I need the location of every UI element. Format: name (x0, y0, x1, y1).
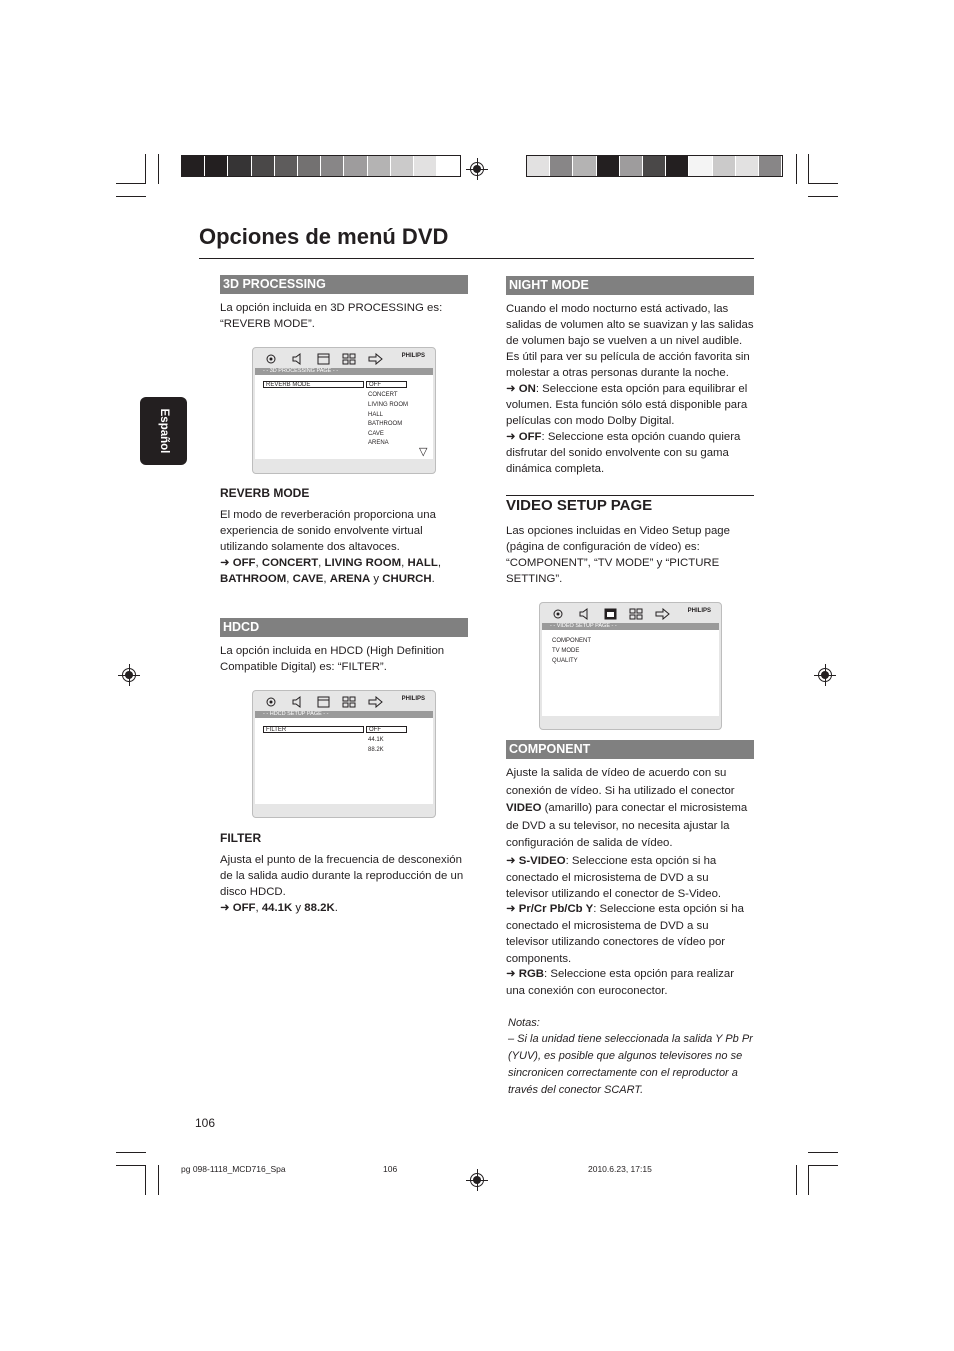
menu-setting[interactable]: REVERB MODE (263, 381, 364, 388)
calibration-swatch (620, 156, 643, 176)
calibration-swatch (597, 156, 620, 176)
arrow-icon: ➜ (506, 903, 516, 915)
color-calibration-bar-left (181, 155, 461, 177)
crop-mark (808, 196, 838, 197)
video-setup-title: VIDEO SETUP PAGE (506, 497, 653, 514)
crop-mark (158, 154, 159, 184)
crop-mark (796, 1165, 797, 1195)
calibration-swatch (252, 156, 275, 176)
screen-icon (316, 695, 331, 707)
brand-label: PHILIPS (401, 696, 425, 702)
settings-icon (264, 695, 279, 707)
footer-file: pg 098-1118_MCD716_Spa (181, 1164, 286, 1174)
crop-mark (116, 1165, 146, 1166)
video-setup-rule (506, 495, 754, 496)
speaker-icon (577, 607, 592, 619)
calibration-swatch (182, 156, 205, 176)
menu-item[interactable]: QUALITY (552, 658, 578, 664)
menu-option[interactable]: CONCERT (368, 392, 398, 398)
footer-date: 2010.6.23, 17:15 (588, 1164, 652, 1174)
menu-item[interactable]: TV MODE (552, 648, 580, 654)
night-mode-text: Cuando el modo nocturno está activado, las salidas de volumen alto se suavizan y las salidas de volumen bajo se vuelven a un nivel audible. Es útil para ver su película de acción favorita sin molestar a otras personas durante la noche. (506, 303, 754, 379)
reverb-mode-title: REVERB MODE (220, 486, 310, 500)
settings-icon (264, 352, 279, 364)
registration-mark-icon (814, 664, 836, 686)
calibration-swatch (550, 156, 573, 176)
page-number: 106 (195, 1116, 216, 1130)
menu-setting[interactable]: FILTER (263, 726, 364, 733)
calibration-swatch (643, 156, 666, 176)
menu-option-selected[interactable]: OFF (366, 726, 407, 733)
arrow-icon: ➜ (220, 557, 230, 569)
language-tab (140, 397, 187, 465)
exit-icon (368, 352, 383, 364)
menu-option[interactable]: BATHROOM (368, 421, 403, 427)
calibration-swatch (759, 156, 782, 176)
menu-option[interactable]: HALL (368, 412, 384, 418)
3d-processing-intro: La opción incluida en 3D PROCESSING es: “REVERB MODE”. (220, 302, 443, 330)
menu-option[interactable]: ARENA (368, 440, 389, 446)
crop-mark (808, 1165, 838, 1166)
crop-mark (808, 1165, 809, 1195)
exit-icon (655, 607, 670, 619)
speaker-icon (290, 695, 305, 707)
video-setup-screen (539, 602, 722, 730)
3d-processing-screen (252, 347, 436, 474)
language-tab-label: Español (158, 408, 170, 454)
arrow-icon: ➜ (506, 383, 516, 395)
filter-title: FILTER (220, 831, 262, 845)
reverb-mode-options: ➜ OFF, CONCERT, LIVING ROOM, HALL, BATHROOM, CAVE, ARENA y CHURCH. (220, 557, 441, 585)
settings-icon (551, 607, 566, 619)
calibration-swatch (527, 156, 550, 176)
filter-options: ➜ OFF, 44.1K y 88.2K. (220, 902, 338, 914)
page-band: - - 3D PROCESSING PAGE - - (255, 368, 433, 375)
crop-mark (808, 154, 809, 184)
grid-icon (342, 695, 357, 707)
calibration-swatch (573, 156, 596, 176)
section-header-night-mode: NIGHT MODE (506, 276, 754, 295)
crop-mark (158, 1165, 159, 1195)
calibration-swatch (689, 156, 712, 176)
calibration-swatch (228, 156, 251, 176)
crop-mark (116, 1152, 146, 1153)
arrow-icon: ➜ (506, 431, 516, 443)
crop-mark (808, 1152, 838, 1153)
filter-text: Ajusta el punto de la frecuencia de desconexión de la salida audio durante la reproducción de un disco HDCD. (220, 854, 464, 898)
menu-option[interactable]: CAVE (368, 431, 384, 437)
calibration-swatch (437, 156, 460, 176)
component-text: Ajuste la salida de vídeo de acuerdo con su conexión de vídeo. Si ha utilizado el conector VIDEO (amarillo) para conectar el microsistema de DVD a su televisor, no necesita ajustar la configuración de salida de vídeo. (506, 767, 748, 849)
calibration-swatch (298, 156, 321, 176)
crop-mark (796, 154, 797, 184)
crop-mark (145, 154, 146, 184)
arrow-icon: ➜ (506, 855, 516, 867)
registration-mark-icon (466, 1169, 488, 1191)
notes-title: Notas: (508, 1017, 540, 1029)
screen-icon (316, 352, 331, 364)
night-mode-on: ➜ ON: Seleccione esta opción para equilibrar el volumen. Esta función sólo está disponible para películas con modo Dolby Digital. (506, 383, 748, 427)
calibration-swatch (368, 156, 391, 176)
page-band: - - HDCD SETUP PAGE - - (255, 711, 433, 718)
color-calibration-bar-right (526, 155, 783, 177)
section-header-hdcd: HDCD (220, 618, 468, 637)
registration-mark-icon (118, 664, 140, 686)
crop-mark (808, 183, 838, 184)
crop-mark (116, 196, 146, 197)
section-header-component: COMPONENT (506, 740, 754, 759)
crop-mark (145, 1165, 146, 1195)
speaker-icon (290, 352, 305, 364)
video-screen-icon (603, 607, 618, 619)
section-header-3d-processing: 3D PROCESSING (220, 275, 468, 294)
calibration-swatch (666, 156, 689, 176)
menu-item[interactable]: COMPONENT (552, 638, 591, 644)
hdcd-intro: La opción incluida en HDCD (High Definition Compatible Digital) es: “FILTER”. (220, 645, 445, 673)
title-rule (199, 258, 754, 259)
grid-icon (342, 352, 357, 364)
calibration-swatch (391, 156, 414, 176)
night-mode-off: ➜ OFF: Seleccione esta opción cuando quiera disfrutar del sonido envolvente con su gama dinámica completa. (506, 431, 741, 475)
crop-mark (116, 183, 146, 184)
calibration-swatch (344, 156, 367, 176)
menu-option[interactable]: 44.1K (368, 737, 384, 743)
calibration-swatch (275, 156, 298, 176)
footer-page: 106 (383, 1164, 398, 1174)
arrow-icon: ➜ (506, 968, 516, 980)
component-rgb: ➜ RGB: Seleccione esta opción para realizar una conexión con euroconector. (506, 968, 734, 997)
hdcd-screen (252, 690, 436, 818)
calibration-swatch (736, 156, 759, 176)
calibration-swatch (414, 156, 437, 176)
component-svideo: ➜ S-VIDEO: Seleccione esta opción si ha conectado el microsistema de DVD a su televisor utilizando el conector de S-Video. (506, 855, 722, 900)
menu-option[interactable]: LIVING ROOM (368, 402, 409, 408)
video-setup-text: Las opciones incluidas en Video Setup page (página de configuración de vídeo) es: “COMPONENT”, “TV MODE” y “PICTURE SETTING”. (506, 525, 730, 585)
arrow-icon: ➜ (220, 902, 230, 914)
menu-option[interactable]: 88.2K (368, 747, 384, 753)
component-prcr: ➜ Pr/Cr Pb/Cb Y: Seleccione esta opción si ha conectado el microsistema de DVD a su televisor utilizando conectores de vídeo por components. (506, 903, 744, 965)
calibration-swatch (321, 156, 344, 176)
menu-option-selected[interactable]: OFF (366, 381, 407, 388)
scroll-down-icon[interactable]: ▽ (419, 446, 428, 458)
exit-icon (368, 695, 383, 707)
registration-mark-icon (466, 158, 488, 180)
brand-label: PHILIPS (401, 353, 425, 359)
brand-label: PHILIPS (687, 608, 711, 614)
page-band: - - VIDEO SETUP PAGE - - (542, 623, 719, 630)
grid-icon (629, 607, 644, 619)
reverb-mode-text: El modo de reverberación proporciona una experiencia de sonido envolvente virtual utilizando solamente dos altavoces. (220, 509, 436, 553)
notes-text: – Si la unidad tiene seleccionada la salida Y Pb Pr (YUV), es posible que algunos televisores no se sincronicen correctamente con el reproductor a través del conector SCART. (508, 1033, 753, 1096)
calibration-swatch (713, 156, 736, 176)
page-title: Opciones de menú DVD (199, 224, 449, 249)
calibration-swatch (205, 156, 228, 176)
